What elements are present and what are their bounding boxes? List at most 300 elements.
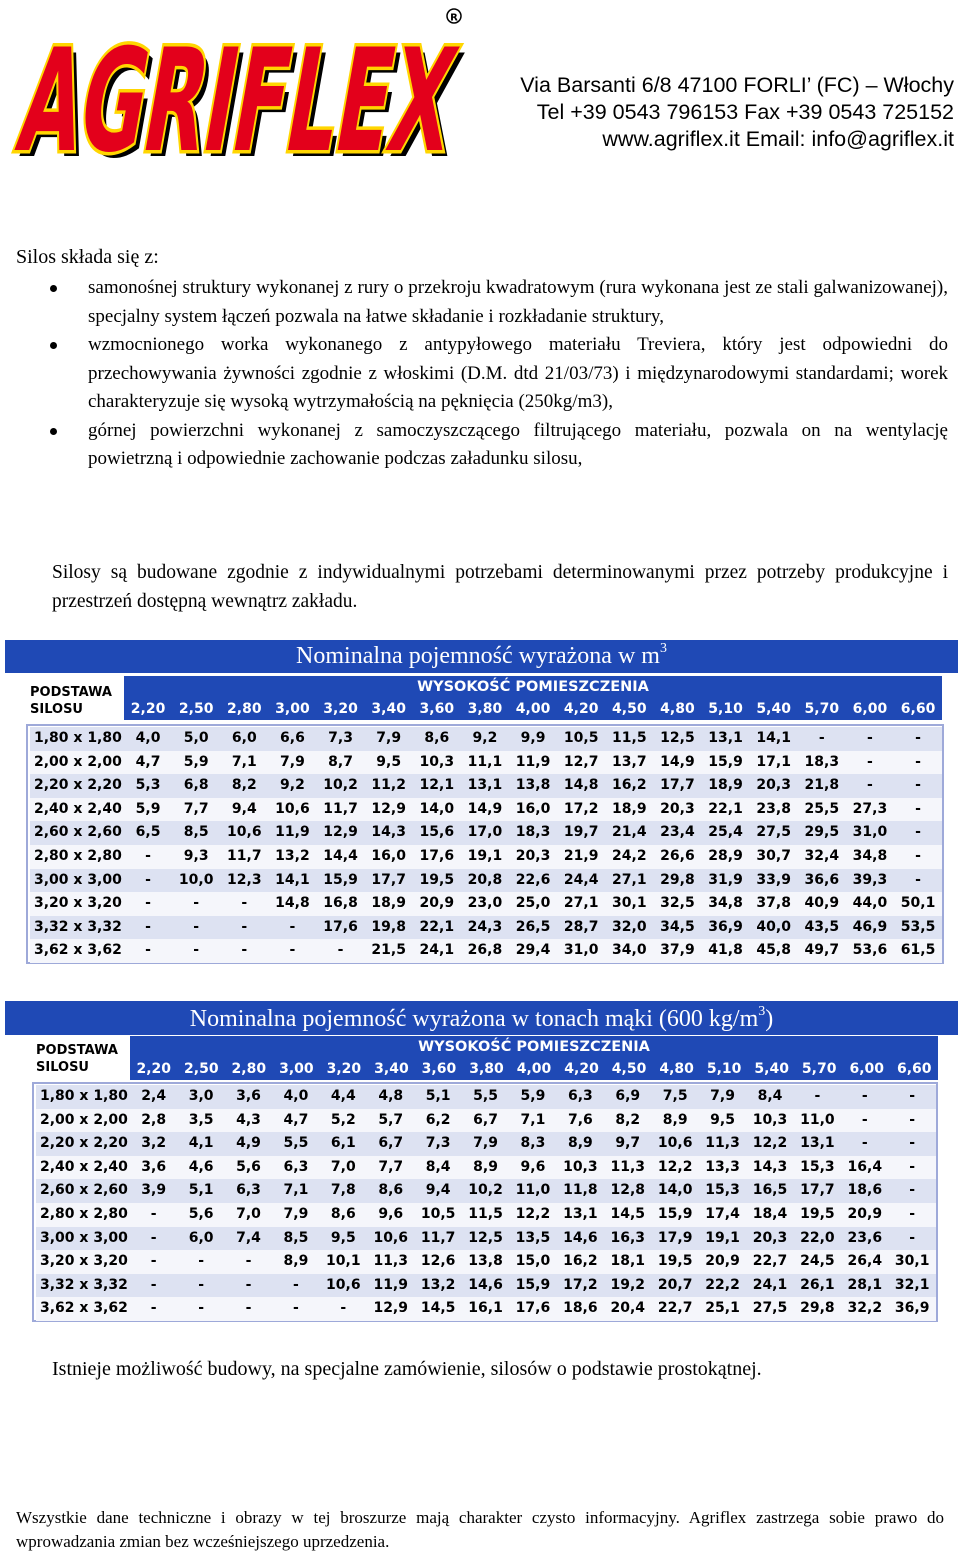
capacity-cell: 9,7	[615, 1135, 641, 1152]
capacity-cell: 5,9	[135, 800, 161, 817]
capacity-cell: 24,4	[563, 871, 599, 888]
capacity-cell: 39,3	[852, 871, 888, 888]
capacity-cell: 20,4	[610, 1300, 646, 1317]
capacity-cell: 23,0	[467, 895, 503, 912]
capacity-cell: 8,9	[473, 1158, 498, 1175]
capacity-cell: 5,1	[188, 1182, 214, 1199]
capacity-cell: 19,8	[371, 918, 406, 935]
capacity-cell: 17,0	[467, 824, 503, 841]
capacity-cell: 13,8	[468, 1253, 503, 1270]
capacity-cell: 12,2	[515, 1205, 551, 1222]
phone-fax: Tel +39 0543 796153 Fax +39 0543 725152	[536, 100, 954, 124]
height-header-cell: 3,40	[374, 1061, 409, 1077]
capacity-cell: 27,3	[852, 800, 888, 817]
capacity-cell: 13,3	[705, 1158, 740, 1175]
capacity-cell: 50,1	[900, 895, 936, 912]
capacity-cell: 7,7	[183, 800, 209, 817]
bullet-icon	[50, 428, 57, 435]
capacity-cell: 11,5	[612, 730, 647, 746]
table-row	[30, 727, 942, 751]
capacity-cell: 18,1	[610, 1253, 646, 1270]
table-row	[36, 1297, 936, 1321]
capacity-cell: 17,2	[563, 1276, 598, 1293]
height-header-cell: 5,70	[801, 1061, 837, 1077]
capacity-cell: 10,5	[563, 730, 599, 746]
capacity-cell: 5,5	[283, 1135, 309, 1152]
capacity-cell: 6,6	[280, 730, 305, 746]
capacity-cell: 16,0	[515, 800, 551, 817]
table-row	[30, 916, 942, 940]
height-header-cell: 6,60	[900, 701, 936, 717]
table-row	[30, 869, 942, 893]
capacity-cell: 6,9	[615, 1088, 641, 1104]
capacity-cell: -	[150, 1229, 157, 1246]
capacity-cell: 12,1	[419, 777, 455, 794]
capacity-cell: 24,1	[752, 1276, 788, 1293]
capacity-cell: 8,9	[662, 1111, 688, 1128]
base-size-cell: 2,20 x 2,20	[40, 1135, 128, 1152]
capacity-cell: 22,6	[515, 871, 551, 888]
capacity-cell: 36,9	[894, 1300, 930, 1317]
capacity-cell: 13,2	[420, 1276, 456, 1293]
capacity-cell: 14,3	[371, 824, 406, 841]
capacity-cell: 20,9	[705, 1253, 740, 1270]
capacity-cell: 30,1	[894, 1253, 930, 1270]
capacity-cell: 12,7	[563, 753, 599, 770]
capacity-cell: 3,0	[188, 1088, 214, 1104]
height-header-cell: 4,00	[515, 701, 551, 717]
capacity-cell: 12,9	[371, 800, 406, 817]
capacity-cell: 40,9	[804, 895, 840, 912]
capacity-cell: 6,7	[378, 1135, 404, 1152]
capacity-cell: 53,5	[900, 918, 936, 935]
capacity-cell: 7,8	[330, 1182, 356, 1199]
capacity-cell: 10,1	[326, 1253, 361, 1270]
height-header-cell: 4,20	[563, 701, 599, 717]
capacity-cell: 32,5	[660, 895, 695, 912]
table-row	[36, 1132, 936, 1156]
capacity-cell: 12,2	[657, 1158, 693, 1175]
capacity-cell: 14,0	[657, 1182, 693, 1199]
capacity-cell: 17,2	[563, 800, 599, 817]
capacity-cell: 5,6	[188, 1205, 214, 1222]
capacity-cell: 8,2	[231, 777, 257, 794]
base-size-cell: 3,20 x 3,20	[34, 895, 122, 912]
capacity-cell: 7,9	[710, 1088, 735, 1104]
capacity-cell: 29,8	[660, 871, 695, 888]
capacity-cell: 5,1	[425, 1088, 451, 1104]
capacity-cell: 5,7	[378, 1111, 404, 1128]
rectangular-base-note: Istnieje możliwość budowy, na specjalne zamówienie, silosów o podstawie prostokątnej.	[52, 1358, 762, 1380]
capacity-cell: 11,3	[610, 1158, 646, 1175]
capacity-cell: 3,6	[236, 1088, 261, 1104]
capacity-cell: -	[915, 753, 921, 770]
capacity-cell: -	[150, 1276, 157, 1293]
capacity-cell: 10,6	[326, 1276, 361, 1293]
capacity-cell: -	[915, 777, 921, 794]
capacity-cell: 24,3	[467, 918, 503, 935]
capacity-cell: 30,1	[612, 895, 647, 912]
base-size-cell: 2,20 x 2,20	[34, 777, 122, 794]
height-header-cell: 4,80	[660, 701, 695, 717]
capacity-cell: 16,4	[847, 1158, 883, 1175]
capacity-cell: 18,6	[563, 1300, 598, 1317]
capacity-cell: 11,7	[227, 847, 262, 864]
capacity-cell: 8,3	[520, 1135, 546, 1152]
capacity-cell: -	[909, 1158, 916, 1175]
capacity-cell: 19,5	[419, 871, 455, 888]
capacity-cell: 20,7	[657, 1276, 693, 1293]
capacity-cell: -	[340, 1300, 347, 1317]
capacity-cell: 12,6	[420, 1253, 456, 1270]
capacity-cell: 25,0	[515, 895, 551, 912]
height-header-cell: 5,40	[754, 1061, 789, 1077]
capacity-cell: 31,0	[563, 942, 599, 959]
capacity-cell: 20,3	[515, 847, 551, 864]
capacity-cell: 22,7	[657, 1300, 693, 1317]
capacity-cell: 29,5	[804, 824, 840, 841]
capacity-cell: 7,6	[567, 1111, 593, 1128]
table-row	[36, 1203, 936, 1227]
capacity-cell: 18,6	[847, 1182, 883, 1199]
table-row	[36, 1250, 936, 1274]
capacity-cell: -	[909, 1088, 916, 1104]
capacity-cell: 17,7	[800, 1182, 835, 1199]
capacity-cell: 8,4	[425, 1158, 451, 1175]
capacity-cell: 2,4	[141, 1088, 167, 1104]
capacity-cell: 7,1	[231, 753, 257, 770]
capacity-cell: 17,7	[660, 777, 695, 794]
capacity-cell: 4,6	[188, 1158, 214, 1175]
table1-body	[30, 727, 942, 963]
base-size-cell: 3,32 x 3,32	[34, 918, 122, 935]
base-size-cell: 1,80 x 1,80	[40, 1088, 128, 1104]
table1-title: Nominalna pojemność wyrażona w $m^3$	[5, 640, 958, 673]
capacity-cell: 6,2	[425, 1111, 451, 1128]
capacity-cell: 12,3	[227, 871, 262, 888]
capacity-cell: 16,2	[563, 1253, 598, 1270]
capacity-cell: 28,1	[847, 1276, 883, 1293]
capacity-cell: 44,0	[852, 895, 888, 912]
capacity-cell: 18,9	[708, 777, 743, 794]
capacity-cell: 53,6	[852, 942, 888, 959]
capacity-cell: 18,4	[752, 1205, 788, 1222]
capacity-cell: 37,8	[756, 895, 791, 912]
capacity-cell: 13,8	[515, 777, 551, 794]
capacity-cell: 3,6	[141, 1158, 167, 1175]
capacity-cell: 9,5	[330, 1229, 356, 1246]
capacity-cell: 17,9	[657, 1229, 693, 1246]
height-header-cell: 3,00	[279, 1061, 314, 1077]
capacity-cell: 14,5	[610, 1205, 646, 1222]
table-row	[30, 821, 942, 845]
capacity-cell: 11,2	[371, 777, 406, 794]
capacity-cell: 19,5	[657, 1253, 693, 1270]
base-size-cell: 2,80 x 2,80	[34, 847, 122, 864]
capacity-cell: 7,0	[330, 1158, 356, 1175]
svg-text:R: R	[450, 12, 458, 24]
capacity-cell: 9,6	[378, 1205, 404, 1222]
capacity-cell: 8,6	[424, 730, 450, 746]
capacity-cell: 7,7	[378, 1158, 404, 1175]
capacity-cell: 10,3	[752, 1111, 788, 1128]
table-row	[30, 892, 942, 916]
capacity-cell: 15,0	[515, 1253, 551, 1270]
capacity-cell: -	[909, 1111, 916, 1128]
capacity-cell: 26,1	[800, 1276, 835, 1293]
capacity-cell: 5,0	[183, 730, 209, 746]
base-size-cell: 2,00 x 2,00	[34, 753, 122, 770]
capacity-cell: 17,6	[515, 1300, 551, 1317]
capacity-cell: 4,1	[188, 1135, 214, 1152]
table-row	[36, 1085, 936, 1109]
height-header-cell: 3,20	[326, 1061, 362, 1077]
table-row	[36, 1109, 936, 1133]
height-header-cell: 2,50	[178, 701, 214, 717]
capacity-cell: 18,9	[612, 800, 647, 817]
height-header-cell: 2,80	[231, 1061, 267, 1077]
capacity-cell: 27,1	[612, 871, 647, 888]
capacity-cell: -	[145, 895, 151, 912]
height-header-cell: 3,60	[419, 701, 455, 717]
capacity-cell: 26,5	[515, 918, 551, 935]
capacity-cell: 14,3	[752, 1158, 788, 1175]
capacity-cell: 10,3	[419, 753, 455, 770]
capacity-cell: -	[915, 800, 921, 817]
height-header-cell: 5,10	[708, 701, 743, 717]
capacity-cell: -	[337, 942, 344, 959]
capacity-cell: -	[150, 1205, 157, 1222]
capacity-cell: 12,9	[323, 824, 358, 841]
base-size-cell: 3,20 x 3,20	[40, 1253, 128, 1270]
capacity-cell: 45,8	[756, 942, 791, 959]
capacity-cell: 21,8	[804, 777, 840, 794]
capacity-cell: 9,4	[231, 800, 257, 817]
capacity-cell: -	[909, 1229, 916, 1246]
capacity-cell: 10,3	[563, 1158, 598, 1175]
capacity-cell: 28,7	[563, 918, 599, 935]
capacity-cell: 7,1	[520, 1111, 546, 1128]
capacity-cell: 13,1	[800, 1135, 835, 1152]
capacity-cell: 22,0	[800, 1229, 835, 1246]
capacity-cell: 20,3	[756, 777, 791, 794]
capacity-cell: 6,8	[183, 777, 209, 794]
height-header-cell: 4,50	[612, 701, 647, 717]
capacity-cell: 7,3	[425, 1135, 451, 1152]
height-header-cell: 4,50	[611, 1061, 647, 1077]
bullet-icon	[50, 342, 57, 349]
capacity-cell: 5,3	[135, 777, 161, 794]
capacity-cell: 7,4	[236, 1229, 261, 1246]
capacity-cell: 10,2	[468, 1182, 503, 1199]
capacity-cell: 18,9	[371, 895, 406, 912]
capacity-cell: 12,9	[373, 1300, 408, 1317]
capacity-cell: 14,5	[420, 1300, 456, 1317]
capacity-cell: 7,3	[328, 730, 353, 746]
capacity-cell: -	[293, 1300, 299, 1317]
base-size-cell: 3,62 x 3,62	[34, 942, 122, 959]
capacity-cell: 15,6	[419, 824, 455, 841]
capacity-cell: 22,1	[708, 800, 743, 817]
capacity-cell: 8,4	[757, 1088, 783, 1104]
capacity-cell: 11,3	[373, 1253, 408, 1270]
capacity-cell: 17,6	[323, 918, 358, 935]
capacity-cell: -	[915, 730, 921, 746]
bullet-icon	[50, 285, 57, 292]
capacity-cell: -	[193, 895, 200, 912]
capacity-cell: 14,1	[756, 730, 791, 746]
feature-list	[48, 274, 948, 474]
capacity-cell: 46,9	[852, 918, 888, 935]
capacity-cell: 17,4	[705, 1205, 740, 1222]
capacity-cell: 27,5	[756, 824, 791, 841]
capacity-cell: 9,3	[183, 847, 209, 864]
capacity-cell: 7,9	[473, 1135, 498, 1152]
capacity-cell: 6,1	[330, 1135, 356, 1152]
capacity-cell: 15,3	[705, 1182, 740, 1199]
capacity-cell: 13,1	[467, 777, 503, 794]
capacity-cell: 11,0	[515, 1182, 551, 1199]
capacity-cell: 20,9	[847, 1205, 883, 1222]
list-item: górnej powierzchni wykonanej z samoczyszczącego filtrującego materiału, pozwala on na wentylację powietrzną i odpowiednie zachowanie podczas załadunku silosu,	[48, 417, 948, 474]
table1-height-header: WYSOKOŚĆ POMIESZCZENIA 2,20 2,50 2,80 3,00 3,20 3,40 3,60 3,80 4,00 4,20 4,50 4,80 5,10 5,40 5,70 6,00 6,60	[124, 676, 942, 720]
capacity-cell: 8,7	[328, 753, 353, 770]
height-header-cell: 3,00	[275, 701, 310, 717]
capacity-cell: -	[909, 1205, 916, 1222]
capacity-cell: -	[145, 942, 151, 959]
height-header-cell: 6,00	[852, 701, 888, 717]
capacity-cell: 10,5	[420, 1205, 456, 1222]
base-size-cell: 3,00 x 3,00	[34, 871, 122, 888]
capacity-cell: -	[293, 1276, 299, 1293]
capacity-cell: 18,3	[804, 753, 840, 770]
capacity-cell: 18,3	[515, 824, 551, 841]
capacity-cell: 34,5	[660, 918, 695, 935]
table2-title: Nominalna pojemność wyrażona w tonach mąki (600 $kg/m^3$)	[5, 1001, 958, 1035]
capacity-cell: -	[289, 942, 296, 959]
capacity-cell: 17,1	[756, 753, 791, 770]
capacity-cell: 23,4	[660, 824, 695, 841]
capacity-cell: 8,5	[283, 1229, 309, 1246]
capacity-cell: 14,8	[275, 895, 310, 912]
footer-disclaimer: Wszystkie dane techniczne i obrazy w tej broszurze mają charakter czysto informacyjny. Agriflex zastrzega sobie prawo do wprowadzania zmian bez wcześniejszego uprzedzenia.	[16, 1508, 944, 1551]
capacity-cell: 8,2	[615, 1111, 641, 1128]
height-header-cell: 4,80	[659, 1061, 694, 1077]
capacity-cell: 11,8	[563, 1182, 598, 1199]
capacity-cell: 7,0	[236, 1205, 261, 1222]
capacity-cell: 29,4	[515, 942, 551, 959]
capacity-cell: 6,3	[236, 1182, 261, 1199]
capacity-cell: 26,8	[467, 942, 503, 959]
table-row	[36, 1274, 936, 1298]
capacity-cell: 5,5	[473, 1088, 498, 1104]
capacity-cell: 6,7	[473, 1111, 498, 1128]
capacity-cell: 4,0	[135, 730, 161, 746]
capacity-cell: 14,6	[468, 1276, 503, 1293]
capacity-cell: -	[198, 1300, 205, 1317]
capacity-cell: 23,6	[847, 1229, 883, 1246]
capacity-cell: 33,9	[756, 871, 791, 888]
height-header-cell: 3,20	[323, 701, 358, 717]
capacity-cell: 14,8	[563, 777, 599, 794]
capacity-cell: -	[241, 918, 248, 935]
capacity-cell: 11,3	[705, 1135, 740, 1152]
table2-body	[36, 1085, 936, 1321]
capacity-cell: 13,5	[515, 1229, 551, 1246]
capacity-cell: -	[241, 942, 248, 959]
base-size-cell: 2,40 x 2,40	[34, 800, 122, 817]
capacity-cell: 16,0	[371, 847, 406, 864]
capacity-cell: 20,3	[752, 1229, 788, 1246]
capacity-cell: 40,0	[756, 918, 791, 935]
capacity-cell: 10,2	[323, 777, 358, 794]
capacity-cell: 15,9	[323, 871, 358, 888]
capacity-cell: 7,9	[376, 730, 402, 746]
capacity-cell: 8,6	[378, 1182, 404, 1199]
base-size-cell: 2,40 x 2,40	[40, 1158, 128, 1175]
capacity-cell: 41,8	[708, 942, 743, 959]
capacity-cell: 5,9	[520, 1088, 546, 1104]
height-header-cell: 5,10	[706, 1061, 742, 1077]
table-row	[30, 774, 942, 798]
capacity-cell: 16,2	[612, 777, 647, 794]
capacity-cell: 27,1	[563, 895, 599, 912]
capacity-cell: 4,4	[330, 1088, 356, 1104]
base-size-cell: 2,00 x 2,00	[40, 1111, 128, 1128]
capacity-cell: 10,6	[275, 800, 310, 817]
capacity-cell: 3,5	[188, 1111, 214, 1128]
height-header-cell: 4,00	[516, 1061, 552, 1077]
contact-block	[520, 72, 954, 153]
capacity-cell: -	[909, 1135, 916, 1152]
capacity-cell: 22,1	[419, 918, 455, 935]
base-size-cell: 3,00 x 3,00	[40, 1229, 128, 1246]
capacity-cell: 36,6	[804, 871, 840, 888]
capacity-cell: 5,2	[330, 1111, 356, 1128]
capacity-cell: 24,1	[419, 942, 455, 959]
height-header-cell: 2,20	[130, 701, 166, 717]
capacity-cell: 16,5	[752, 1182, 788, 1199]
capacity-cell: 24,2	[612, 847, 647, 864]
capacity-cell: 12,8	[610, 1182, 646, 1199]
capacity-cell: 27,5	[752, 1300, 788, 1317]
capacity-cell: -	[915, 847, 921, 864]
logo-text: AGRIFLEX	[8, 18, 468, 165]
capacity-cell: 25,5	[804, 800, 840, 817]
capacity-cell: 11,9	[275, 824, 310, 841]
capacity-cell: 6,3	[283, 1158, 309, 1175]
capacity-cell: -	[818, 730, 825, 746]
capacity-cell: 7,9	[283, 1205, 309, 1222]
capacity-cell: 6,0	[188, 1229, 214, 1246]
capacity-cell: 5,6	[236, 1158, 261, 1175]
capacity-cell: 4,7	[135, 753, 161, 770]
capacity-cell: 9,5	[710, 1111, 735, 1128]
capacity-cell: 14,0	[419, 800, 455, 817]
capacity-cell: 34,8	[708, 895, 743, 912]
capacity-cell: 9,4	[425, 1182, 451, 1199]
capacity-cell: 4,3	[236, 1111, 261, 1128]
web-email: www.agriflex.it Email: info@agriflex.it	[602, 127, 954, 151]
table-row	[36, 1156, 936, 1180]
capacity-cell: 16,1	[468, 1300, 503, 1317]
capacity-cell: 11,7	[420, 1229, 456, 1246]
table1-base-header: PODSTAWA SILOSU	[30, 685, 112, 717]
capacity-cell: -	[861, 1135, 868, 1152]
capacity-cell: -	[909, 1182, 916, 1199]
height-header-cell: 3,60	[421, 1061, 457, 1077]
intro-paragraph: Silosy są budowane zgodnie z indywidualnymi potrzebami determinowanymi przez potrzeby produkcyjne i przestrzeń dostępną wewnątrz zakładu.	[52, 562, 948, 612]
